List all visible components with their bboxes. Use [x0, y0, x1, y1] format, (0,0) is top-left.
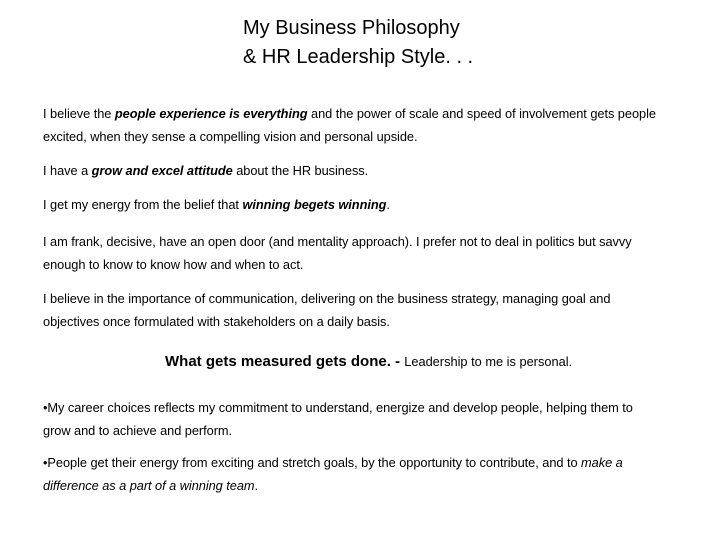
p1-post: and the power of scale and speed of involvement gets people — [307, 106, 656, 121]
paragraph-winning — [43, 193, 693, 216]
bullet-energy-goals — [43, 451, 693, 497]
p2-pre: I have a — [43, 163, 92, 178]
p3-pre: I get my energy from the belief that — [43, 197, 243, 212]
bullet2-emphasis-2: difference as a part of a winning team — [43, 478, 255, 493]
paragraph-grow-excel — [43, 159, 693, 182]
measured-rest: Leadership to me is personal. — [404, 354, 573, 369]
paragraph-people-experience — [43, 102, 693, 148]
bullet2-emphasis-1: make a — [581, 455, 623, 470]
p3-emphasis: winning begets winning — [242, 197, 387, 212]
p1-pre: I believe the — [43, 106, 115, 121]
bullet-career-choices — [43, 396, 693, 442]
p5-line-1: I believe in the importance of communication, delivering on the business strategy, managing goal and — [43, 291, 611, 306]
bullet2-pre: •People get their energy from exciting and stretch goals, by the opportunity to contribute, and to — [43, 455, 582, 470]
bullet1-line-1: •My career choices reflects my commitment to understand, energize and develop people, helping them to — [43, 400, 633, 415]
paragraph-communication — [43, 287, 693, 333]
p1-emphasis: people experience is everything — [114, 106, 308, 121]
paragraph-frank-decisive — [43, 230, 693, 276]
p4-line-1: I am frank, decisive, have an open door (and mentality approach). I prefer not to deal in politics but savvy — [43, 234, 632, 249]
title-line-2: & HR Leadership Style. . . — [243, 46, 474, 68]
measured-statement — [165, 352, 572, 372]
title-line-1: My Business Philosophy — [243, 17, 460, 39]
p2-post: about the HR business. — [232, 163, 369, 178]
measured-bold: What gets measured gets done. - — [165, 353, 405, 370]
bullet1-line-2: grow and to achieve and perform. — [43, 423, 233, 438]
p5-line-2: objectives once formulated with stakeholders on a daily basis. — [43, 314, 390, 329]
p4-line-2: enough to know to know how and when to act. — [43, 257, 304, 272]
p2-emphasis: grow and excel attitude — [91, 163, 233, 178]
page-title — [243, 14, 473, 72]
p1-line-2: excited, when they sense a compelling vision and personal upside. — [43, 129, 418, 144]
bullet2-post: . — [254, 478, 259, 493]
p3-post: . — [386, 197, 390, 212]
